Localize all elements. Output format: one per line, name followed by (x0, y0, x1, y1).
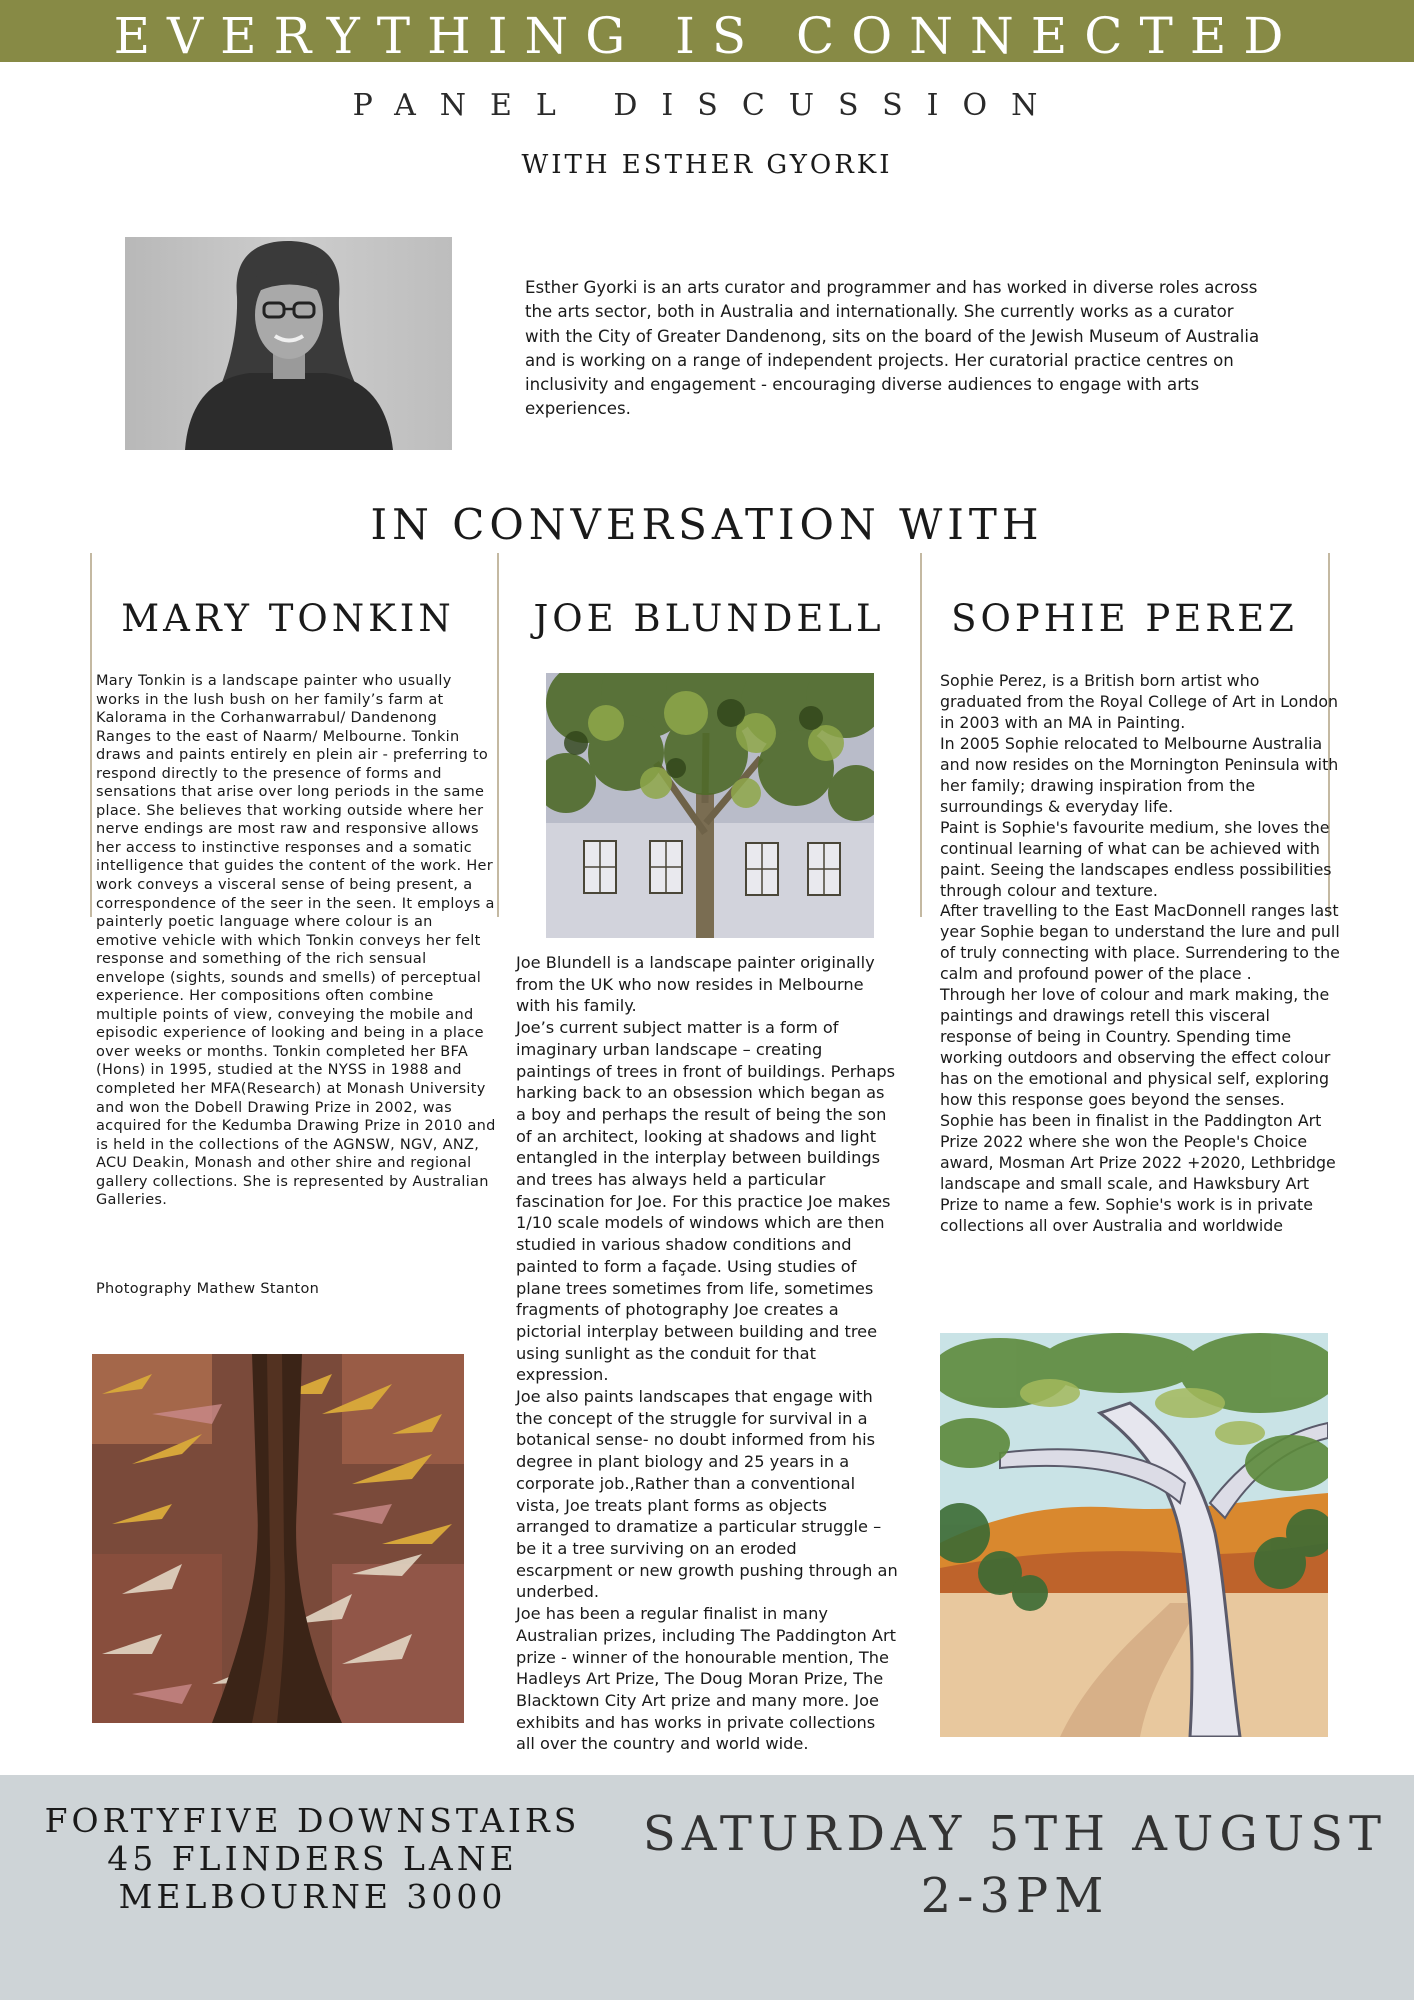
bio-joe-blundell (516, 952, 898, 1755)
bio-paragraph: After travelling to the East MacDonnell ranges last year Sophie began to understand the lure and pull of truly connecting with place. Surrendering to the calm and profound power of the place . (940, 901, 1340, 984)
event-title: EVERYTHING IS CONNECTED (113, 7, 1301, 65)
event-subtitle: PANEL DISCUSSION (352, 88, 1062, 123)
bio-paragraph: Joe Blundell is a landscape painter originally from the UK who now resides in Melbourne with his family. (516, 953, 875, 1016)
bio-paragraph: Through her love of colour and mark making, the paintings and drawings retell this visceral response of being in Country. Spending time working outdoors and observing the effect colour has on the emotional and physical self, exploring how this response goes beyond the senses. (940, 985, 1331, 1110)
venue-line: FORTYFIVE DOWNSTAIRS (44, 1801, 581, 1840)
bio-paragraph: Joe also paints landscapes that engage with the concept of the struggle for survival in a botanical sense- no doubt informed from his degree in plant biology and 25 years in a corporate job.,Rather than a conventional vista, Joe treats plant forms as objects arranged to dramatize a particular struggle – be it a tree surviving on an eroded escarpment or new growth pushing through an underbed. (516, 1387, 898, 1602)
artwork-sophie-perez (940, 1333, 1328, 1737)
host-line: WITH ESTHER GYORKI (521, 150, 893, 180)
host-bio: Esther Gyorki is an arts curator and programmer and has worked in diverse roles across the arts sector, both in Australia and internationally. She currently works as a curator with the City of Greater Dandenong, sits on the board of the Jewish Museum of Australia and is working on a range of independent projects. Her curatorial practice centres on inclusivity and engagement - encouraging diverse audiences to engage with arts experiences. (525, 278, 1260, 419)
bio-paragraph: Mary Tonkin is a landscape painter who usually works in the lush bush on her family’s farm at Kalorama in the Corhanwarrabul/ Dandenong Ranges to the east of Naarm/ Melbourne. Tonkin draws and paints entirely en plein air - preferring to respond directly to the presence of forms and sensations that arise over long periods in the same place. She believes that working outside where her nerve endings are most raw and responsive allows her access to instinctive responses and a somatic intelligence that guides the content of the work. Her work conveys a visceral sense of being present, a correspondence of the seer in the seen. It employs a painterly poetic language where colour is an emotive vehicle with which Tonkin conveys her felt response and something of the rich sensual envelope (sights, sounds and smells) of perceptual experience. Her compositions often combine multiple points of view, conveying the mobile and episodic experience of looking and being in a place over weeks or months. Tonkin completed her BFA (Hons) in 1995, studied at the NYSS in 1988 and completed her MFA(Research) at Monash University and won the Dobell Drawing Prize in 2002, was acquired for the Kedumba Drawing Prize in 2010 and is held in the collections of the AGNSW, NGV, ANZ, ACU Deakin, Monash and other shire and regional gallery collections. She is represented by Australian Galleries. (96, 673, 496, 1209)
event-time: 2-3PM (920, 1868, 1110, 1924)
artwork-joe-blundell (546, 673, 874, 938)
venue-address (40, 1802, 585, 1916)
event-date-time (640, 1803, 1390, 1927)
artwork-mary-tonkin (92, 1354, 464, 1723)
artist-name-sophie-perez: SOPHIE PEREZ (951, 597, 1298, 640)
bio-paragraph: Joe has been a regular finalist in many Australian prizes, including The Paddington Art prize - winner of the honourable mention, The Hadleys Art Prize, The Doug Moran Prize, The Blacktown City Art prize and many more. Joe exhibits and has works in private collections all over the country and world wide. (516, 1604, 897, 1754)
venue-line: 45 FLINDERS LANE (107, 1839, 518, 1878)
bio-paragraph: Paint is Sophie's favourite medium, she loves the continual learning of what can be achieved with paint. Seeing the landscapes endless possibilities through colour and texture. (940, 817, 1332, 900)
bio-mary-tonkin (96, 672, 496, 1210)
artist-name-mary-tonkin: MARY TONKIN (121, 597, 455, 640)
bio-paragraph: Sophie Perez, is a British born artist who graduated from the Royal College of Art in London in 2003 with an MA in Painting. (940, 671, 1339, 732)
photo-credit: Photography Mathew Stanton (96, 1281, 320, 1297)
conversation-heading: IN CONVERSATION WITH (370, 500, 1044, 549)
bio-sophie-perez (940, 671, 1340, 1237)
event-date: SATURDAY 5TH AUGUST (642, 1806, 1388, 1862)
artist-name-joe-blundell: JOE BLUNDELL (533, 597, 885, 640)
bio-paragraph: In 2005 Sophie relocated to Melbourne Australia and now resides on the Mornington Peninsula with her family; drawing inspiration from the surroundings & everyday life. (940, 733, 1339, 816)
bio-paragraph: Joe’s current subject matter is a form of imaginary urban landscape – creating paintings of trees in front of buildings. Perhaps harking back to an obsession which began as a boy and perhaps the result of being the son of an architect, looking at shadows and light entangled in the interplay between buildings and trees has always held a particular fascination for Joe. For this practice Joe makes 1/10 scale models of windows which are then studied in various shadow conditions and painted to form a façade. Using studies of plane trees sometimes from life, sometimes fragments of photography Joe creates a pictorial interplay between building and tree using sunlight as the conduit for that expression. (516, 1018, 896, 1385)
bio-paragraph: Sophie has been in finalist in the Paddington Art Prize 2022 where she won the People's Choice award, Mosman Art Prize 2022 +2020, Lethbridge landscape and small scale, and Hawksbury Art Prize to name a few. Sophie's work is in private collections all over Australia and worldwide (940, 1111, 1336, 1235)
host-portrait-photo (125, 237, 452, 450)
venue-line: MELBOURNE 3000 (118, 1877, 507, 1916)
